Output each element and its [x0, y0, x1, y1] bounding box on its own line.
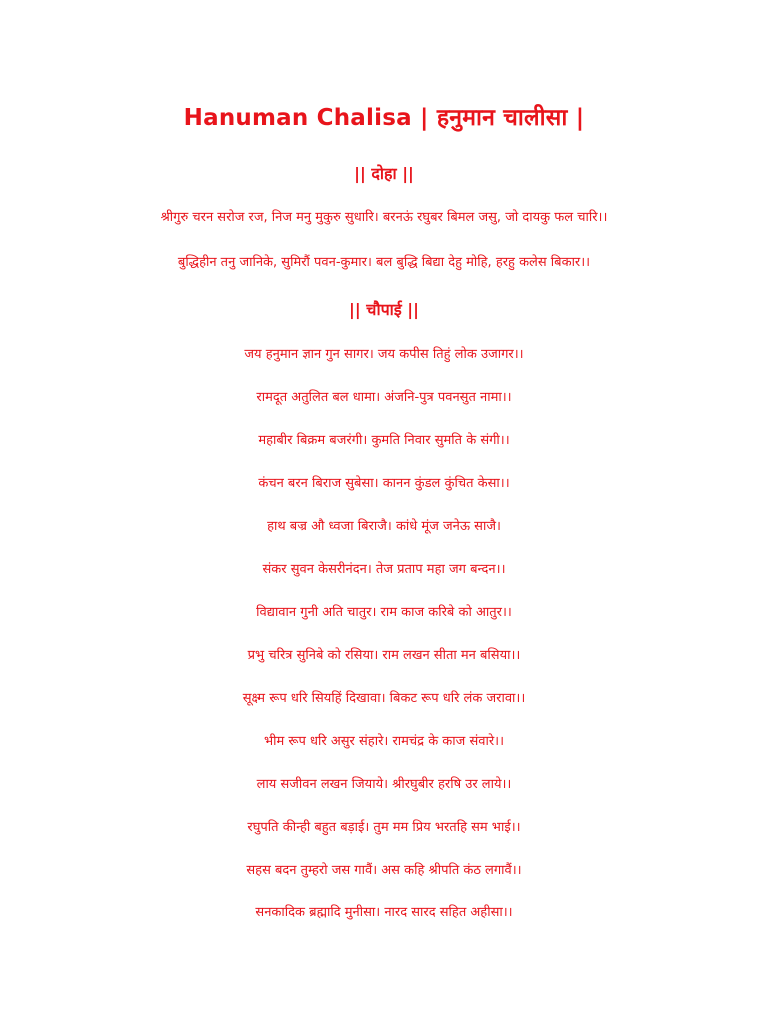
chaupai-line: रामदूत अतुलित बल धामा। अंजनि-पुत्र पवनसुत नामा।।: [256, 390, 512, 405]
chaupai-line: कंचन बरन बिराज सुबेसा। कानन कुंडल कुंचित केसा।।: [258, 476, 510, 491]
chaupai-line: महाबीर बिक्रम बजरंगी। कुमति निवार सुमति के संगी।।: [258, 433, 510, 448]
chaupai-line: विद्यावान गुनी अति चातुर। राम काज करिबे को आतुर।।: [256, 605, 512, 620]
chaupai-line: भीम रूप धरि असुर संहारे। रामचंद्र के काज संवारे।।: [264, 734, 504, 749]
doha-line: श्रीगुरु चरन सरोज रज, निज मनु मुकुरु सुधारि। बरनऊं रघुबर बिमल जसु, जो दायकु फल चारि।।: [160, 210, 608, 225]
chaupai-line: लाय सजीवन लखन जियाये। श्रीरघुबीर हरषि उर लाये।।: [256, 777, 512, 792]
chaupai-line: सनकादिक ब्रह्मादि मुनीसा। नारद सारद सहित अहीसा।।: [255, 905, 513, 920]
chaupai-line: संकर सुवन केसरीनंदन। तेज प्रताप महा जग बन्दन।।: [262, 562, 506, 577]
doha-heading: || दोहा ||: [354, 164, 414, 183]
chaupai-line: सूक्ष्म रूप धरि सियहिं दिखावा। बिकट रूप धरि लंक जरावा।।: [242, 691, 526, 706]
chaupai-line: रघुपति कीन्ही बहुत बड़ाई। तुम मम प्रिय भरतहि सम भाई।।: [247, 820, 521, 835]
chaupai-line: जय हनुमान ज्ञान गुन सागर। जय कपीस तिहुं लोक उजागर।।: [244, 347, 524, 362]
chaupai-line: प्रभु चरित्र सुनिबे को रसिया। राम लखन सीता मन बसिया।।: [247, 648, 521, 663]
page-title: Hanuman Chalisa | हनुमान चालीसा |: [183, 105, 585, 131]
chaupai-line: सहस बदन तुम्हरो जस गावैं। अस कहि श्रीपति कंठ लगावैं।।: [246, 863, 522, 878]
chaupai-heading: || चौपाई ||: [349, 300, 419, 319]
chaupai-line: हाथ बज्र औ ध्वजा बिराजै। कांधे मूंज जनेऊ साजै।: [267, 519, 501, 534]
doha-line: बुद्धिहीन तनु जानिके, सुमिरौं पवन-कुमार। बल बुद्धि बिद्या देहु मोहि, हरहु कलेस बिकार।।: [177, 255, 591, 270]
